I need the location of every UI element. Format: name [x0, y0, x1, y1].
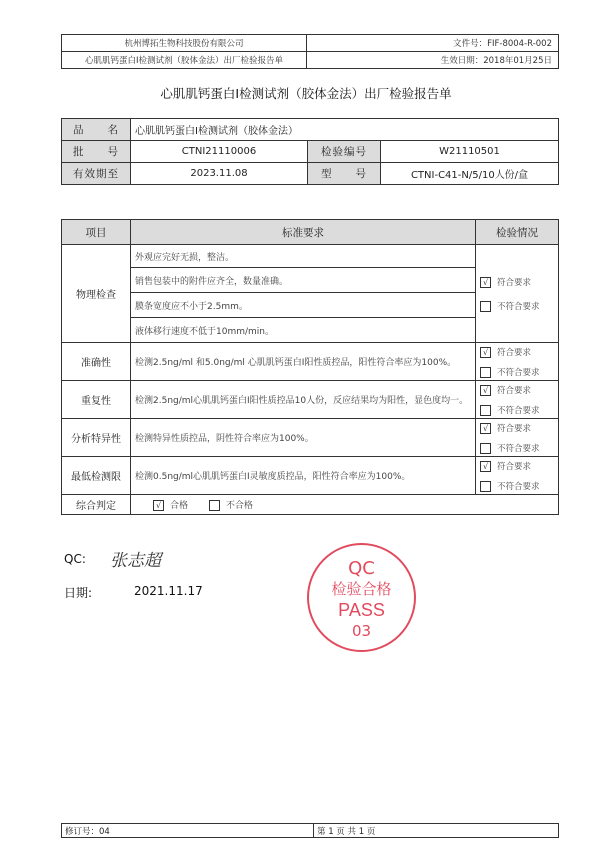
conclusion-options: √ 合格 不合格: [131, 495, 559, 515]
requirement-text: 检测2.5ng/ml 和5.0ng/ml 心肌肌钙蛋白I阳性质控品，阳性符合率应为100%。: [131, 343, 476, 381]
col-header-standard: 标准要求: [131, 220, 476, 245]
result-detection-limit: √ 符合要求 不符合要求: [476, 457, 559, 495]
row-item-specificity: 分析特异性: [62, 419, 131, 457]
name-value: 心肌肌钙蛋白I检测试剂（胶体金法）: [131, 119, 559, 141]
requirement-text: 检测特异性质控品，阴性符合率应为100%。: [131, 419, 476, 457]
stamp-text: 检验合格: [331, 580, 392, 598]
pass-checkbox[interactable]: √: [480, 385, 491, 396]
stamp-qc: QC: [348, 558, 375, 579]
col-header-item: 项目: [62, 220, 131, 245]
batch-label: 批 号: [62, 141, 131, 163]
conclusion-pass-checkbox[interactable]: √: [153, 500, 164, 511]
requirement-text: 液体移行速度不低于10mm/min。: [131, 318, 476, 343]
requirement-text: 检测2.5ng/ml心肌肌钙蛋白I阳性质控品10人份，反应结果均为阳性，显色度均一。: [131, 381, 476, 419]
row-item-detection-limit: 最低检测限: [62, 457, 131, 495]
expiry-value: 2023.11.08: [131, 163, 308, 185]
date-value: 2021.11.17: [134, 584, 203, 598]
row-item-accuracy: 准确性: [62, 343, 131, 381]
fail-checkbox[interactable]: [480, 443, 491, 454]
result-repeatability: √ 符合要求 不符合要求: [476, 381, 559, 419]
pass-checkbox[interactable]: √: [480, 347, 491, 358]
fail-checkbox[interactable]: [480, 301, 491, 312]
product-info-table: [61, 118, 559, 185]
pass-checkbox[interactable]: √: [480, 423, 491, 434]
document-header: [61, 34, 559, 69]
result-physical: √ 符合要求 不符合要求: [476, 245, 559, 343]
batch-value: CTNI21110006: [131, 141, 308, 163]
model-label: 型 号: [308, 163, 381, 185]
company-name: 杭州博拓生物科技股份有限公司: [62, 35, 307, 52]
pass-checkbox[interactable]: √: [480, 277, 491, 288]
form-name: 心肌肌钙蛋白I检测试剂（胶体金法）出厂检验报告单: [62, 52, 307, 69]
result-specificity: √ 符合要求 不符合要求: [476, 419, 559, 457]
requirement-text: 检测0.5ng/ml心肌肌钙蛋白I灵敏度质控品，阳性符合率应为100%。: [131, 457, 476, 495]
requirement-text: 膜条宽度应不小于2.5mm。: [131, 293, 476, 318]
conclusion-fail-checkbox[interactable]: [209, 500, 220, 511]
test-number-value: W21110501: [381, 141, 559, 163]
date-label: 日期:: [64, 586, 93, 600]
requirement-text: 销售包装中的附件应齐全，数量准确。: [131, 268, 476, 293]
revision-number: 修订号：04: [62, 824, 314, 838]
stamp-number: 03: [351, 622, 372, 640]
fail-checkbox[interactable]: [480, 405, 491, 416]
requirement-text: 外观应完好无损，整洁。: [131, 245, 476, 268]
model-value: CTNI-C41-N/5/10人份/盒: [381, 163, 559, 185]
file-number: 文件号：FIF-8004-R-002: [307, 35, 559, 52]
pass-checkbox[interactable]: √: [480, 461, 491, 472]
qc-pass-stamp: [307, 543, 416, 652]
page-number: 第 1 页 共 1 页: [314, 824, 559, 838]
fail-checkbox[interactable]: [480, 481, 491, 492]
document-footer: [61, 823, 559, 838]
col-header-result: 检验情况: [476, 220, 559, 245]
test-number-label: 检验编号: [308, 141, 381, 163]
effective-date: 生效日期：2018年01月25日: [307, 52, 559, 69]
qc-label: QC:: [64, 552, 86, 566]
inspection-table: [61, 219, 559, 515]
name-label: 品 名: [62, 119, 131, 141]
expiry-label: 有效期至: [62, 163, 131, 185]
row-item-physical: 物理检查: [62, 245, 131, 343]
conclusion-label: 综合判定: [62, 495, 131, 515]
stamp-pass: PASS: [338, 600, 385, 620]
qc-signature: 张志超: [110, 551, 161, 571]
result-accuracy: √ 符合要求 不符合要求: [476, 343, 559, 381]
page-title: 心肌肌钙蛋白I检测试剂（胶体金法）出厂检验报告单: [160, 86, 452, 101]
row-item-repeatability: 重复性: [62, 381, 131, 419]
fail-checkbox[interactable]: [480, 367, 491, 378]
